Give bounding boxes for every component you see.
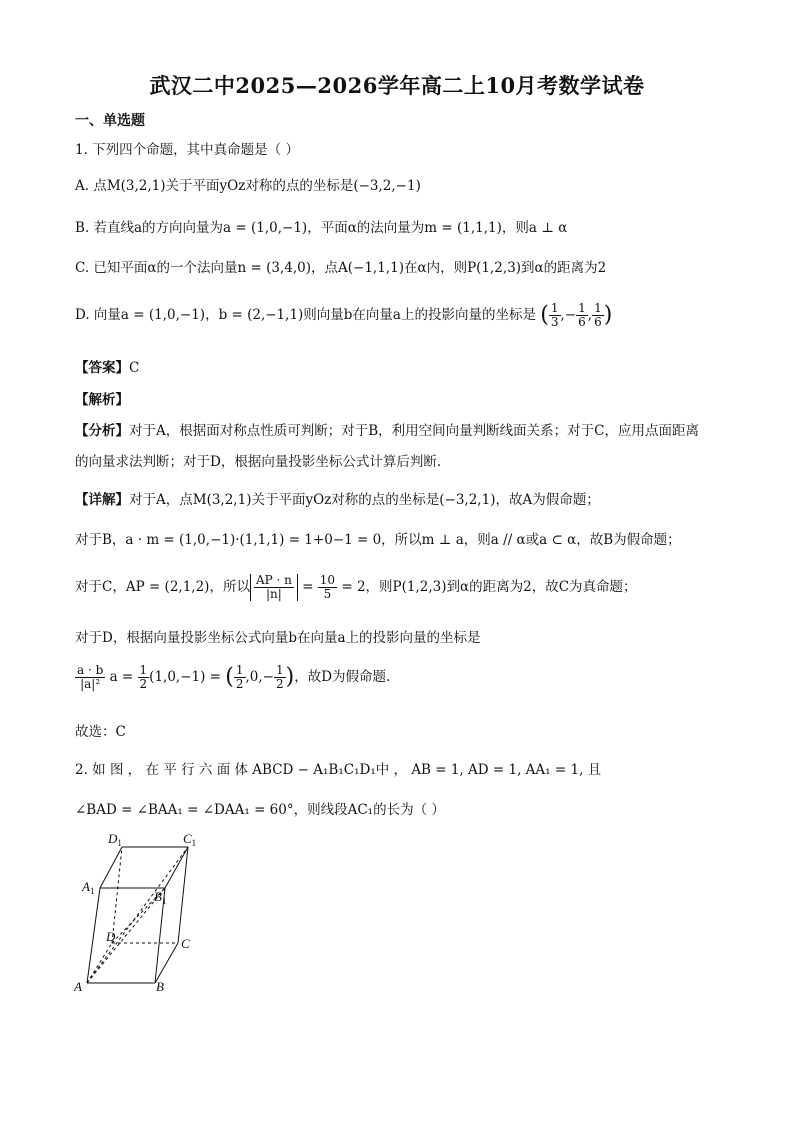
label-a: A <box>74 979 82 994</box>
label-c1: $C_1$ <box>183 831 197 848</box>
analysis-tag: 【解析】 <box>75 392 129 408</box>
frac-1-6-a: $\frac{1}{6}$ <box>578 301 586 329</box>
frac-proj: $\frac{a \cdot b}{\text{|a|²}}$ <box>77 663 104 691</box>
frac-10-5: $\frac{10}{5}$ <box>319 573 336 601</box>
diagonal-ac1 <box>87 847 188 983</box>
detail-tag: 【详解】 <box>75 492 129 508</box>
detail-line-3: 对于C，AP = (2,1,2)，所以 $\frac{AP \cdot n}{|n|}$ = $\frac{10}{5}$ = 2，则P(1,2,3)到α的距离为2，故C为真命题； <box>75 573 637 601</box>
label-b: B <box>156 979 164 994</box>
q1-option-d: D. 向量a = (1,0,−1)，b = (2,−1,1)则向量b在向量a上的投影向量的坐标是 ( $\frac{1}{3}$ ,− $\frac{1}{6}$ , $\frac{1}{6}$ ) <box>75 301 613 329</box>
fenxi-line-2: 的向量求法判断；对于D，根据向量投影坐标公式计算后判断. <box>75 454 442 470</box>
q2-line-1: 2. 如 图 ， 在 平 行 六 面 体 ABCD − A₁B₁C₁D₁中 ， AB = 1, AD = 1, AA₁ = 1, 且 <box>75 762 602 778</box>
frac-res-half-a: $\frac{1}{2}$ <box>235 663 244 691</box>
frac-ap-n: $\frac{AP \cdot n}{|n|}$ <box>255 573 292 601</box>
frac-res-half-b: $\frac{1}{2}$ <box>276 663 284 691</box>
detail-line-5: $\frac{a \cdot b}{\text{|a|²}}$ a = $\frac{1}{2}$ (1,0,−1) = ( $\frac{1}{2}$ ,0,− $\frac{1}{2}$ )，故D为假命题. <box>77 663 391 691</box>
frac-1-3: $\frac{1}{3}$ <box>550 301 559 329</box>
fenxi-tag: 【分析】 <box>75 423 129 439</box>
label-a1: $A_1$ <box>82 879 95 896</box>
q2-line-2: ∠BAD = ∠BAA₁ = ∠DAA₁ = 60°，则线段AC₁的长为（ ） <box>75 802 445 818</box>
edge-ad <box>87 943 112 983</box>
page-title: 武汉二中2025—2026学年高二上10月考数学试卷 <box>149 73 645 98</box>
label-b1: $B_1$ <box>154 889 167 906</box>
q1-option-a: A. 点M(3,2,1)关于平面yOz对称的点的坐标是(−3,2,−1) <box>75 178 421 194</box>
detail-line-4: 对于D，根据向量投影坐标公式向量b在向量a上的投影向量的坐标是 <box>75 630 481 646</box>
answer-tag: 【答案】 <box>75 360 129 376</box>
detail-line-1: 【详解】对于A，点M(3,2,1)关于平面yOz对称的点的坐标是(−3,2,1)，故A为假命题； <box>75 492 600 508</box>
q1-stem: 1. 下列四个命题，其中真命题是（ ） <box>75 142 299 158</box>
q1-option-c: C. 已知平面α的一个法向量n = (3,4,0)，点A(−1,1,1)在α内，则P(1,2,3)到α的距离为2 <box>75 260 607 276</box>
label-c: C <box>181 936 190 951</box>
frac-1-6-b: $\frac{1}{6}$ <box>594 301 602 329</box>
label-d1: $D_1$ <box>108 831 122 848</box>
parallelepiped-figure <box>70 825 210 1000</box>
fenxi-line-1: 【分析】对于A，根据面对称点性质可判断；对于B，利用空间向量判断线面关系；对于C，应用点面距离 <box>75 423 699 439</box>
detail-line-2: 对于B，a · m = (1,0,−1)·(1,1,1) = 1+0−1 = 0，所以m ⊥ a，则a // α或a ⊂ α，故B为假命题； <box>75 532 681 548</box>
section-heading: 一、单选题 <box>75 113 145 129</box>
choose-line: 故选：C <box>75 724 126 740</box>
label-d: D <box>106 929 116 944</box>
q1-option-d-text: D. 向量a = (1,0,−1)，b = (2,−1,1)则向量b在向量a上的投影向量的坐标是 <box>75 307 536 323</box>
frac-half: $\frac{1}{2}$ <box>139 663 148 691</box>
q1-option-b: B. 若直线a的方向向量为a = (1,0,−1)，平面α的法向量为m = (1,1,1)，则a ⊥ α <box>75 220 568 236</box>
answer-value: C <box>129 360 140 376</box>
answer-line <box>75 358 139 378</box>
